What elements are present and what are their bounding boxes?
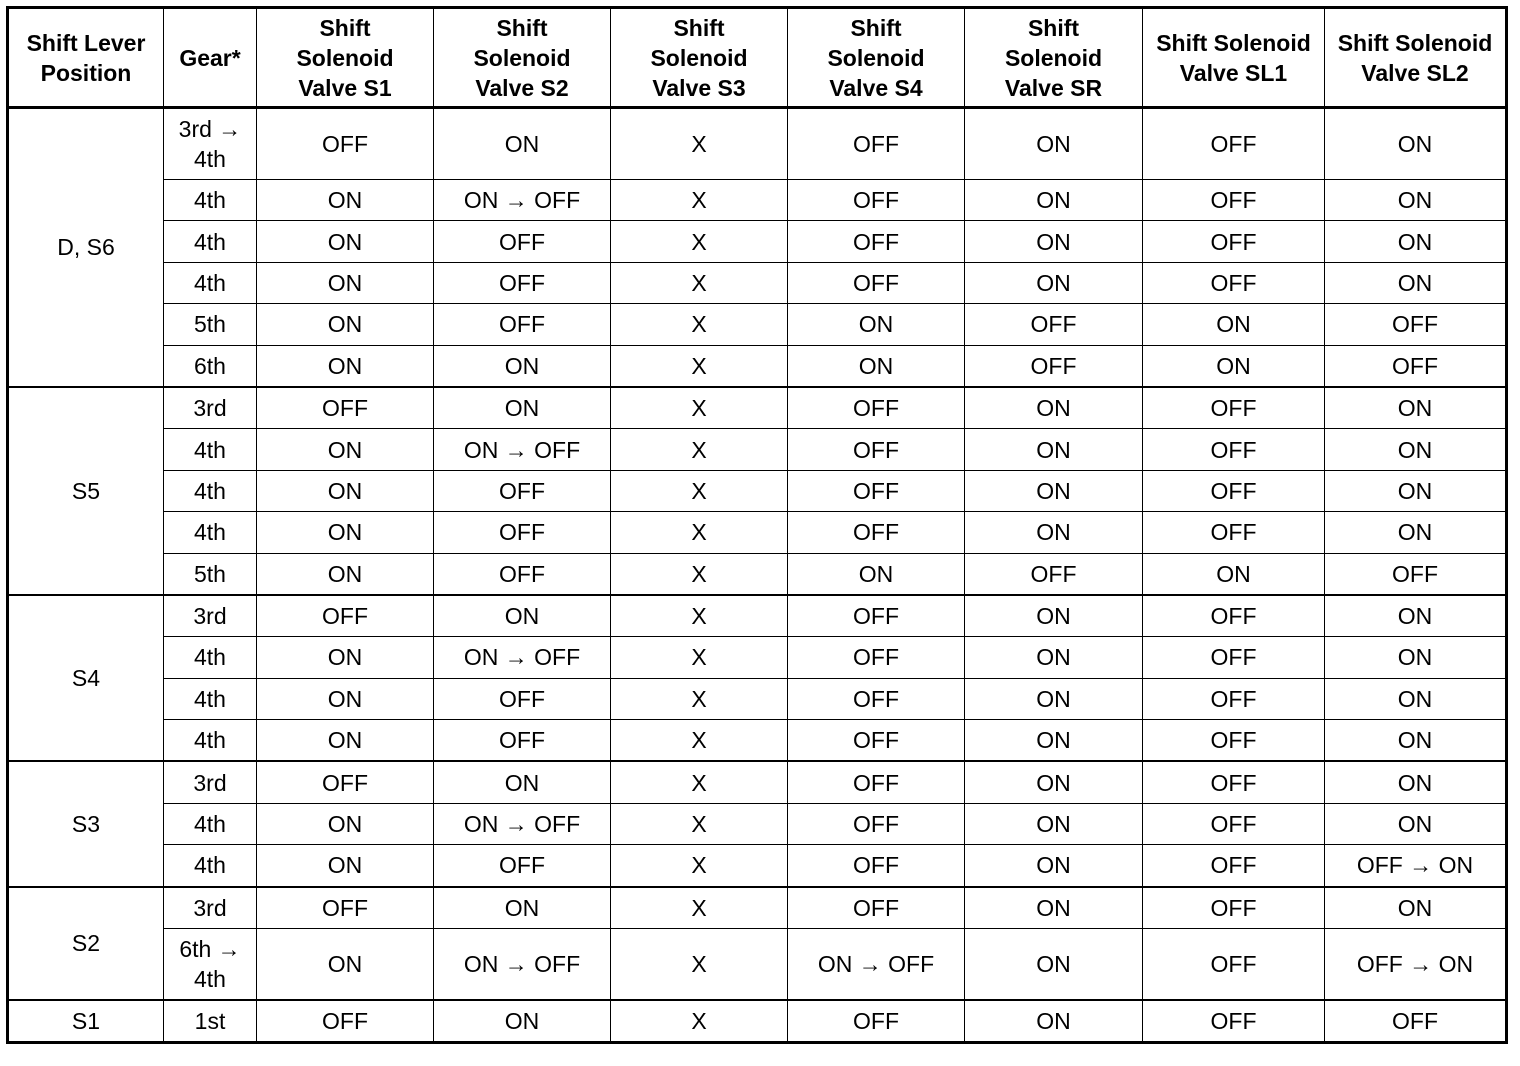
valve-s3-cell: X — [611, 720, 788, 762]
valve-s2-cell: OFF — [434, 845, 611, 887]
valve-sr-cell: ON — [965, 761, 1143, 803]
valve-sr-cell: ON — [965, 845, 1143, 887]
valve-s1-cell: ON — [257, 221, 434, 262]
valve-sl2-cell: ON — [1325, 470, 1507, 511]
valve-sr-cell: ON — [965, 429, 1143, 470]
valve-sr-cell: ON — [965, 637, 1143, 678]
valve-sl1-cell: OFF — [1143, 512, 1325, 553]
valve-s3-cell: X — [611, 929, 788, 1001]
header-valve-sl1: Shift Solenoid Valve SL1 — [1143, 8, 1325, 108]
shift-lever-position-cell: S4 — [8, 595, 164, 762]
valve-sl1-cell: OFF — [1143, 387, 1325, 429]
valve-sl1-cell: OFF — [1143, 803, 1325, 844]
gear-cell: 4th — [164, 221, 257, 262]
valve-s1-cell: ON — [257, 553, 434, 595]
valve-s3-cell: X — [611, 761, 788, 803]
valve-s2-cell: ON → OFF — [434, 637, 611, 678]
valve-s4-cell: OFF — [788, 108, 965, 180]
table-row — [8, 470, 1507, 511]
valve-sl1-cell: ON — [1143, 304, 1325, 345]
shift-lever-position-cell: S3 — [8, 761, 164, 886]
table-row — [8, 108, 1507, 180]
valve-sl1-cell: OFF — [1143, 929, 1325, 1001]
valve-s4-cell: ON → OFF — [788, 929, 965, 1001]
gear-cell: 5th — [164, 304, 257, 345]
valve-s4-cell: OFF — [788, 803, 965, 844]
valve-sr-cell: ON — [965, 803, 1143, 844]
valve-s3-cell: X — [611, 180, 788, 221]
valve-sr-cell: ON — [965, 720, 1143, 762]
valve-sr-cell: ON — [965, 678, 1143, 719]
valve-s3-cell: X — [611, 845, 788, 887]
shift-lever-position-cell: D, S6 — [8, 108, 164, 387]
valve-sl2-cell: ON — [1325, 180, 1507, 221]
valve-s2-cell: ON → OFF — [434, 429, 611, 470]
table-row — [8, 595, 1507, 637]
table-row — [8, 304, 1507, 345]
gear-cell: 1st — [164, 1000, 257, 1043]
valve-s4-cell: OFF — [788, 262, 965, 303]
header-row — [8, 8, 1507, 108]
header-valve-s1: Shift Solenoid Valve S1 — [257, 8, 434, 108]
valve-sl2-cell: ON — [1325, 803, 1507, 844]
valve-sl1-cell: OFF — [1143, 262, 1325, 303]
valve-sl2-cell: ON — [1325, 221, 1507, 262]
table-row — [8, 637, 1507, 678]
header-gear: Gear* — [164, 8, 257, 108]
header-valve-s2: Shift Solenoid Valve S2 — [434, 8, 611, 108]
valve-s3-cell: X — [611, 470, 788, 511]
gear-cell: 5th — [164, 553, 257, 595]
valve-s4-cell: OFF — [788, 720, 965, 762]
gear-cell: 4th — [164, 262, 257, 303]
valve-s2-cell: OFF — [434, 262, 611, 303]
shift-lever-position-cell: S5 — [8, 387, 164, 595]
valve-s1-cell: ON — [257, 803, 434, 844]
valve-s4-cell: OFF — [788, 1000, 965, 1043]
solenoid-operation-table — [6, 6, 1508, 1044]
valve-sr-cell: ON — [965, 221, 1143, 262]
valve-sr-cell: ON — [965, 262, 1143, 303]
header-valve-sl2: Shift Solenoid Valve SL2 — [1325, 8, 1507, 108]
valve-s3-cell: X — [611, 262, 788, 303]
valve-s1-cell: ON — [257, 304, 434, 345]
valve-s4-cell: OFF — [788, 761, 965, 803]
valve-sl2-cell: ON — [1325, 637, 1507, 678]
header-valve-s3: Shift Solenoid Valve S3 — [611, 8, 788, 108]
table-row — [8, 803, 1507, 844]
gear-cell: 4th — [164, 470, 257, 511]
valve-sr-cell: ON — [965, 470, 1143, 511]
valve-s3-cell: X — [611, 387, 788, 429]
valve-sl1-cell: ON — [1143, 345, 1325, 387]
table-row — [8, 720, 1507, 762]
gear-cell: 3rd → 4th — [164, 108, 257, 180]
gear-cell: 4th — [164, 803, 257, 844]
valve-s4-cell: OFF — [788, 512, 965, 553]
valve-s1-cell: ON — [257, 720, 434, 762]
valve-sl2-cell: ON — [1325, 262, 1507, 303]
valve-s4-cell: ON — [788, 304, 965, 345]
valve-sr-cell: ON — [965, 595, 1143, 637]
solenoid-table-container — [6, 6, 1508, 1044]
valve-s2-cell: OFF — [434, 512, 611, 553]
table-body — [8, 108, 1507, 1043]
table-row — [8, 345, 1507, 387]
valve-sr-cell: ON — [965, 887, 1143, 929]
valve-sl1-cell: OFF — [1143, 1000, 1325, 1043]
valve-sl2-cell: ON — [1325, 429, 1507, 470]
valve-sl1-cell: OFF — [1143, 470, 1325, 511]
valve-s4-cell: OFF — [788, 470, 965, 511]
valve-sl1-cell: OFF — [1143, 761, 1325, 803]
gear-cell: 3rd — [164, 887, 257, 929]
table-row — [8, 1000, 1507, 1043]
valve-s1-cell: ON — [257, 470, 434, 511]
valve-sl1-cell: OFF — [1143, 429, 1325, 470]
valve-s3-cell: X — [611, 595, 788, 637]
valve-s2-cell: OFF — [434, 221, 611, 262]
valve-s2-cell: ON — [434, 387, 611, 429]
valve-s4-cell: ON — [788, 345, 965, 387]
gear-cell: 4th — [164, 720, 257, 762]
valve-s4-cell: OFF — [788, 595, 965, 637]
valve-s3-cell: X — [611, 678, 788, 719]
table-row — [8, 262, 1507, 303]
valve-s4-cell: OFF — [788, 387, 965, 429]
valve-s2-cell: OFF — [434, 720, 611, 762]
gear-cell: 4th — [164, 637, 257, 678]
valve-sl1-cell: OFF — [1143, 180, 1325, 221]
valve-s2-cell: ON → OFF — [434, 803, 611, 844]
valve-sl2-cell: OFF — [1325, 553, 1507, 595]
valve-s2-cell: ON — [434, 345, 611, 387]
table-row — [8, 387, 1507, 429]
valve-s1-cell: ON — [257, 637, 434, 678]
valve-s4-cell: OFF — [788, 678, 965, 719]
valve-s1-cell: OFF — [257, 887, 434, 929]
header-valve-s4: Shift Solenoid Valve S4 — [788, 8, 965, 108]
valve-s2-cell: ON → OFF — [434, 929, 611, 1001]
valve-s1-cell: ON — [257, 929, 434, 1001]
valve-sl1-cell: OFF — [1143, 720, 1325, 762]
valve-sr-cell: ON — [965, 180, 1143, 221]
valve-s1-cell: OFF — [257, 761, 434, 803]
valve-s3-cell: X — [611, 1000, 788, 1043]
valve-s3-cell: X — [611, 304, 788, 345]
valve-sr-cell: OFF — [965, 304, 1143, 345]
table-row — [8, 761, 1507, 803]
valve-s3-cell: X — [611, 553, 788, 595]
gear-cell: 3rd — [164, 761, 257, 803]
valve-s1-cell: ON — [257, 512, 434, 553]
valve-sl1-cell: OFF — [1143, 221, 1325, 262]
valve-s4-cell: OFF — [788, 429, 965, 470]
valve-sr-cell: ON — [965, 1000, 1143, 1043]
valve-sl1-cell: ON — [1143, 553, 1325, 595]
valve-s3-cell: X — [611, 345, 788, 387]
table-row — [8, 929, 1507, 1001]
table-header — [8, 8, 1507, 108]
valve-sl1-cell: OFF — [1143, 845, 1325, 887]
valve-sl1-cell: OFF — [1143, 678, 1325, 719]
valve-s2-cell: ON — [434, 761, 611, 803]
valve-s4-cell: ON — [788, 553, 965, 595]
valve-s1-cell: OFF — [257, 1000, 434, 1043]
valve-s2-cell: OFF — [434, 470, 611, 511]
gear-cell: 6th → 4th — [164, 929, 257, 1001]
valve-s4-cell: OFF — [788, 637, 965, 678]
valve-s1-cell: ON — [257, 262, 434, 303]
valve-sl2-cell: OFF → ON — [1325, 929, 1507, 1001]
table-row — [8, 887, 1507, 929]
table-row — [8, 553, 1507, 595]
valve-s3-cell: X — [611, 887, 788, 929]
valve-s4-cell: OFF — [788, 887, 965, 929]
valve-sr-cell: ON — [965, 929, 1143, 1001]
valve-s3-cell: X — [611, 637, 788, 678]
gear-cell: 6th — [164, 345, 257, 387]
valve-s1-cell: ON — [257, 429, 434, 470]
valve-s2-cell: ON → OFF — [434, 180, 611, 221]
valve-s3-cell: X — [611, 429, 788, 470]
valve-s4-cell: OFF — [788, 221, 965, 262]
valve-sr-cell: OFF — [965, 345, 1143, 387]
valve-sl2-cell: ON — [1325, 108, 1507, 180]
valve-s2-cell: ON — [434, 887, 611, 929]
gear-cell: 4th — [164, 678, 257, 719]
shift-lever-position-cell: S1 — [8, 1000, 164, 1043]
valve-s1-cell: ON — [257, 345, 434, 387]
shift-lever-position-cell: S2 — [8, 887, 164, 1000]
valve-sl2-cell: OFF — [1325, 345, 1507, 387]
valve-sl2-cell: ON — [1325, 887, 1507, 929]
header-shift-lever-position: Shift Lever Position — [8, 8, 164, 108]
valve-sl2-cell: ON — [1325, 512, 1507, 553]
table-row — [8, 429, 1507, 470]
valve-sl2-cell: OFF — [1325, 304, 1507, 345]
valve-sr-cell: ON — [965, 108, 1143, 180]
table-row — [8, 678, 1507, 719]
valve-sl2-cell: ON — [1325, 678, 1507, 719]
table-row — [8, 221, 1507, 262]
valve-sl1-cell: OFF — [1143, 637, 1325, 678]
valve-s1-cell: ON — [257, 678, 434, 719]
valve-sl1-cell: OFF — [1143, 108, 1325, 180]
gear-cell: 4th — [164, 512, 257, 553]
valve-sl1-cell: OFF — [1143, 595, 1325, 637]
valve-s3-cell: X — [611, 108, 788, 180]
valve-s4-cell: OFF — [788, 845, 965, 887]
valve-sl2-cell: ON — [1325, 720, 1507, 762]
valve-sr-cell: ON — [965, 387, 1143, 429]
gear-cell: 4th — [164, 180, 257, 221]
gear-cell: 3rd — [164, 387, 257, 429]
valve-s1-cell: ON — [257, 180, 434, 221]
table-row — [8, 512, 1507, 553]
valve-s3-cell: X — [611, 803, 788, 844]
valve-sl2-cell: ON — [1325, 595, 1507, 637]
valve-sl1-cell: OFF — [1143, 887, 1325, 929]
table-row — [8, 845, 1507, 887]
valve-sl2-cell: ON — [1325, 387, 1507, 429]
gear-cell: 4th — [164, 429, 257, 470]
gear-cell: 3rd — [164, 595, 257, 637]
valve-sr-cell: ON — [965, 512, 1143, 553]
valve-s2-cell: OFF — [434, 304, 611, 345]
valve-s2-cell: OFF — [434, 553, 611, 595]
valve-s2-cell: ON — [434, 595, 611, 637]
valve-sl2-cell: OFF — [1325, 1000, 1507, 1043]
valve-s1-cell: OFF — [257, 387, 434, 429]
gear-cell: 4th — [164, 845, 257, 887]
valve-s3-cell: X — [611, 512, 788, 553]
valve-s2-cell: ON — [434, 108, 611, 180]
valve-s1-cell: ON — [257, 845, 434, 887]
header-valve-sr: Shift Solenoid Valve SR — [965, 8, 1143, 108]
valve-s2-cell: OFF — [434, 678, 611, 719]
valve-s1-cell: OFF — [257, 595, 434, 637]
valve-sr-cell: OFF — [965, 553, 1143, 595]
table-row — [8, 180, 1507, 221]
valve-s2-cell: ON — [434, 1000, 611, 1043]
valve-s1-cell: OFF — [257, 108, 434, 180]
valve-s4-cell: OFF — [788, 180, 965, 221]
valve-s3-cell: X — [611, 221, 788, 262]
valve-sl2-cell: ON — [1325, 761, 1507, 803]
valve-sl2-cell: OFF → ON — [1325, 845, 1507, 887]
